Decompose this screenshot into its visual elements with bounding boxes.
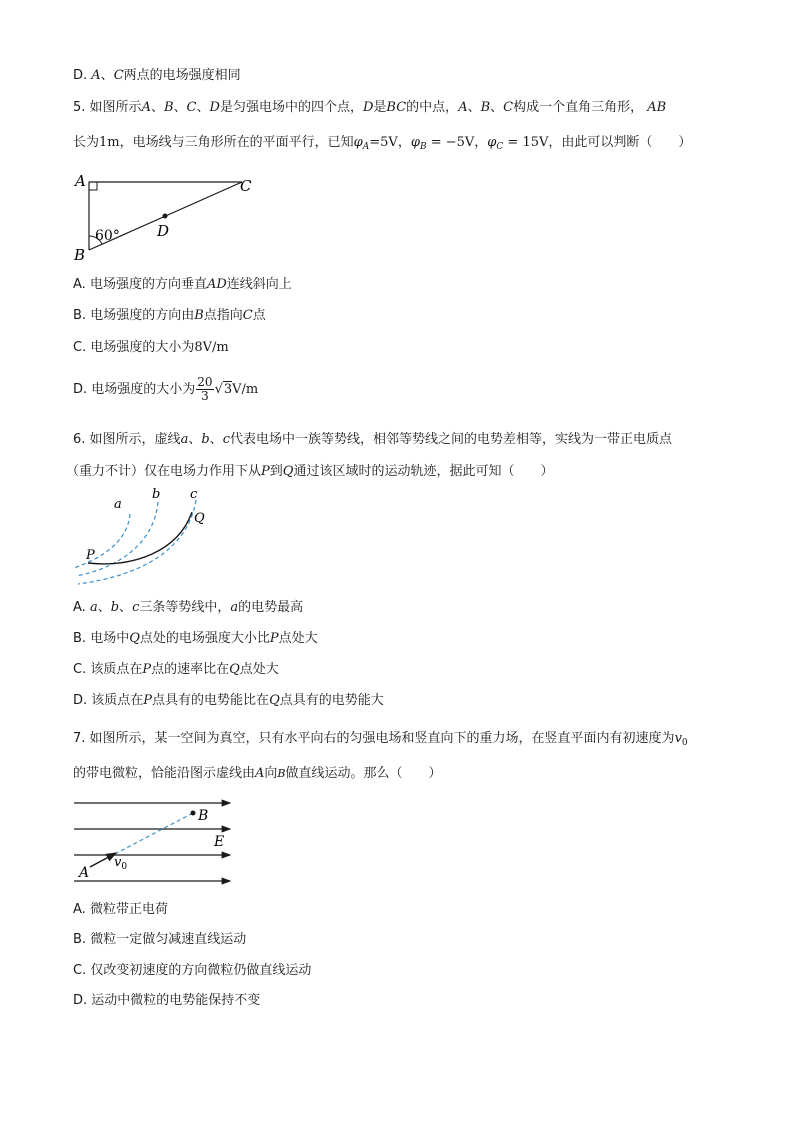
q5-right-angle-mark xyxy=(89,182,97,190)
q5-point-d xyxy=(163,214,168,219)
q6-label-p: P xyxy=(86,548,95,563)
q7-option-c: C. 仅改变初速度的方向微粒仍做直线运动 xyxy=(73,963,312,978)
q5-label-d: D xyxy=(157,222,170,240)
q6-label-b: b xyxy=(152,487,161,502)
q6-equipotential-figure xyxy=(70,488,230,588)
q6-label-a: a xyxy=(114,497,122,512)
q6-stem-line2: （重力不计）仅在电场力作用下从P到Q通过该区域时的运动轨迹，据此可知（ ） xyxy=(66,464,554,479)
q5-option-d: D. 电场强度的大小为 $\frac{20}{3}$ √3V/m xyxy=(73,375,259,403)
q6-trajectory xyxy=(88,512,192,564)
q6-stem-line1: 6. 如图所示，虚线a、b、c代表电场中一族等势线，相邻等势线之间的电势差相等，实线为一带正电质点 xyxy=(73,432,672,447)
q6-option-c: C. 该质点在P点的速率比在Q点处大 xyxy=(73,662,279,677)
q7-label-e: E xyxy=(214,834,225,850)
q6-label-c: c xyxy=(190,487,198,502)
q5-option-a: A. 电场强度的方向垂直AD连线斜向上 xyxy=(73,277,292,292)
q5-option-b: B. 电场强度的方向由B点指向C点 xyxy=(73,308,266,323)
q7-option-a: A. 微粒带正电荷 xyxy=(73,902,168,917)
q5-stem-line2: 长为1m，电场线与三角形所在的平面平行，已知$\varphi_A=5V$，$\varphi_B = -5V$，$\varphi_C = 15V$，由此可以判断（ ） xyxy=(73,135,692,152)
q5-triangle-figure xyxy=(70,168,270,268)
q6-option-a: A. a、b、c三条等势线中，a的电势最高 xyxy=(73,600,304,615)
q4-option-d: D. A、C两点的电场强度相同 xyxy=(73,68,241,83)
q5-label-angle: 60° xyxy=(95,228,120,244)
q7-stem-line1: 7. 如图所示，某一空间为真空，只有水平向右的匀强电场和竖直向下的重力场，在竖直平面内有初速度为$v_0$ xyxy=(73,731,688,748)
q5-label-b: B xyxy=(74,246,86,264)
q5-label-a: A xyxy=(75,172,86,190)
q5-option-d-fraction: $\frac{20}{3}$ xyxy=(197,375,213,403)
q7-field-figure xyxy=(72,795,242,890)
q6-label-q: Q xyxy=(194,511,205,526)
q5-label-c: C xyxy=(240,177,252,195)
q7-label-v0: $v_0$ xyxy=(114,855,128,872)
q6-equipotential-a xyxy=(74,514,130,568)
q7-label-b: B xyxy=(198,808,209,824)
q6-option-d: D. 该质点在P点具有的电势能比在Q点具有的电势能大 xyxy=(73,693,384,708)
q7-option-b: B. 微粒一定做匀减速直线运动 xyxy=(73,932,247,947)
q7-label-a: A xyxy=(79,865,90,881)
q7-point-b xyxy=(191,811,196,816)
q7-option-d: D. 运动中微粒的电势能保持不变 xyxy=(73,993,261,1008)
q7-stem-line2: 的带电微粒，恰能沿图示虚线由A向B做直线运动。那么（ ） xyxy=(73,766,442,781)
q6-option-b: B. 电场中Q点处的电场强度大小比P点处大 xyxy=(73,631,318,646)
q5-option-c: C. 电场强度的大小为8V/m xyxy=(73,340,229,355)
q5-stem-line1: 5. 如图所示A、B、C、D是匀强电场中的四个点，D是BC的中点，A、B、C构成一个直角三角形， AB xyxy=(73,100,667,115)
